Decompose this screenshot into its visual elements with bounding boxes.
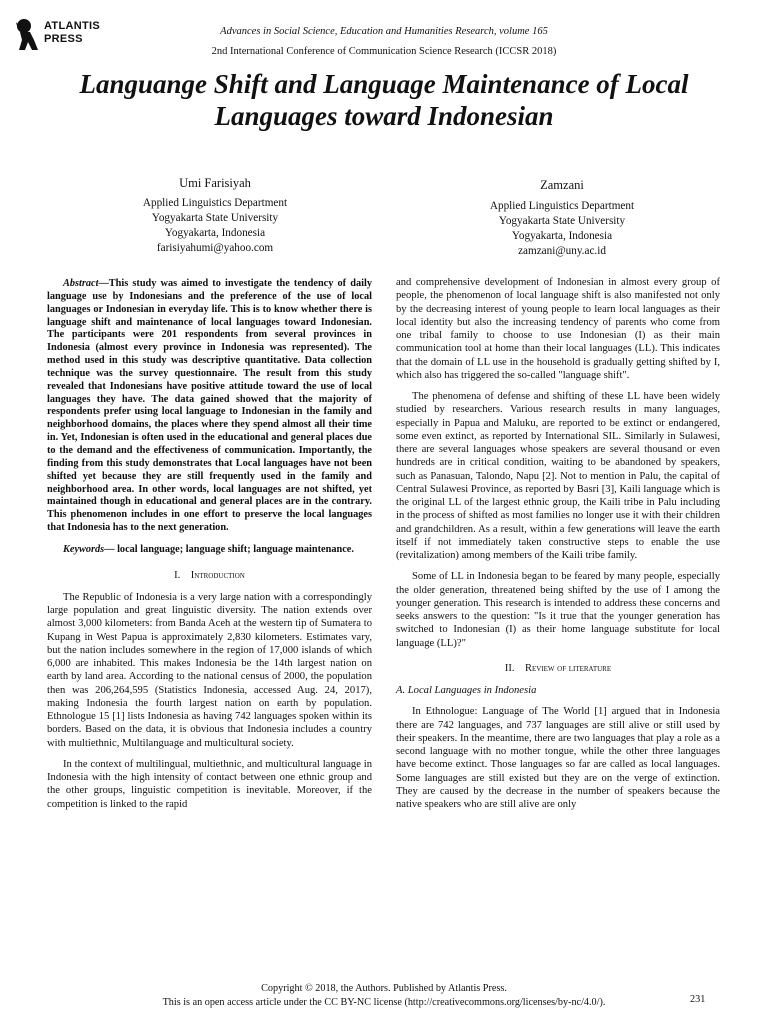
page-footer [0, 982, 768, 1009]
author-block-2 [447, 176, 677, 259]
keywords-label: Keywords— [63, 543, 115, 555]
keywords-text: local language; language shift; language maintenance. [114, 543, 354, 555]
paragraph: In the context of multilingual, multiethnic, and multicultural language in Indonesia with the high intensity of contact between one ethnic group and the other groups, linguistic competition is inevitable. Moreover, if the competition is linked to the rapid [47, 758, 372, 810]
page-number: 231 [690, 994, 706, 1005]
author-university: Yogyakarta State University [498, 215, 626, 227]
abstract-label: Abstract [63, 278, 99, 289]
author-university: Yogyakarta State University [151, 212, 279, 224]
keywords [47, 544, 372, 557]
author-location: Yogyakarta, Indonesia [511, 230, 613, 242]
right-column [396, 276, 720, 811]
conference-header: 2nd International Conference of Communication Science Research (ICCSR 2018) [211, 46, 557, 57]
author-email[interactable]: farisiyahumi@yahoo.com [156, 242, 274, 254]
paragraph: The Republic of Indonesia is a very large nation with a correspondingly large population and great linguistic diversity. The nation extends over almost 3,000 kilometers: from Banda Aceh at the western tip of Sumatera to Kupang in West Papua is approximately 2,830 kilometers. Estimates vary, but the nation includes somewhere in the region of 17,000 islands of which 6,000 are inhabited. This makes Indonesia be the 14th largest nation on earth by land area. According to the national census of 2000, the population then was 206,264,595 (Statistics Indonesia, accessed Aug. 24, 2017), making Indonesia the fourth largest nation on earth by population. Ethnologue 15 [1] lists Indonesia as having 742 languages spoken within its borders. Based on the data, it is obvious that Indonesia includes a country with multiethnic, Multilanguage and multicultural society. [47, 591, 372, 749]
paragraph: The phenomena of defense and shifting of these LL have been widely studied by researchers. Various research results in many languages, especially in Papua and Maluku, are reported to be extinct or endangered, some even extinct, as reported by International SIL. Similarly in Sulawesi, there are several languages whose speakers are several thousand or even hundreds are in critical condition, waiting to be abandoned by speakers, such as Panasuan, Talondo, Napu [2]. Not to mention in Palu, the capital of Central Sulawesi Province, as reported by Basri [3], Kaili language which is the original LL of the largest ethnic group, the Kaili tribe in Palu including in the process of shifted as most families no longer use it with their children and grandchildren. As a result, within a few generations will leave the earth itself if not immediately taken constructive steps to enable the use (revitalization) among members of the Kaili tribe family. [396, 391, 720, 561]
license-line[interactable]: This is an open access article under the CC BY-NC license (http://creativecommons.org/licenses/by-nc/4.0/). [162, 996, 606, 1008]
author-department: Applied Linguistics Department [142, 197, 288, 209]
journal-header: Advances in Social Science, Education and Humanities Research, volume 165 [220, 26, 548, 37]
author-department: Applied Linguistics Department [489, 200, 635, 212]
paper-title: Languange Shift and Language Maintenance of Local Languages toward Indonesian [79, 69, 689, 131]
author-location: Yogyakarta, Indonesia [164, 227, 266, 239]
left-column [47, 278, 372, 811]
paragraph: Some of LL in Indonesia began to be feared by many people, especially the older generation, threatened being shifted by the use of I among the younger generation. This research is intended to address these concerns and seeks answers to the question: "Is it true that the younger generation has switched to Indonesian (I) as their home language substitute for local language (LL)?" [396, 571, 720, 649]
copyright-line: Copyright © 2018, the Authors. Published by Atlantis Press. [261, 983, 507, 994]
section-heading-introduction: I. Introduction [174, 569, 245, 581]
author-email[interactable]: zamzani@uny.ac.id [518, 245, 606, 257]
abstract [47, 278, 372, 535]
author-block-1 [95, 176, 335, 256]
publisher-name: ATLANTIS PRESS [44, 20, 100, 45]
subsection-heading: A. Local Languages in Indonesia [396, 685, 537, 696]
author-name: Umi Farisiyah [179, 176, 251, 190]
paragraph: In Ethnologue: Language of The World [1] argued that in Indonesia there are 742 languages, and 737 languages are still alive or still used by their speakers. In the meantime, there are two languages that play a role as a second language with no mother tongue, while the other three languages have become extinct. Those languages so far are called as local languages. Some languages are still existed but they are on the verge of extinction. They are caused by the decrease in the number of speakers because the native speakers who are still alive are only [396, 706, 720, 810]
abstract-text: —This study was aimed to investigate the tendency of daily language use by Indonesians and the preference of the use of local languages or Indonesian in everyday life. This is to know whether there is language shift and maintenance of local languages toward Indonesian. The participants were 201 respondents from several provinces in Indonesia (almost every province in Indonesia was represented). The method used in this study was descriptive quantitative. Data collection technique was the survey questionnaire. The result from this study revealed that Indonesians have positive attitude toward the use of local languages they have. The data gained showed that the majority of respondents prefer using local language to Indonesian in the family and neighborhood domains, the places where they spend almost all their time in. Yet, Indonesian is often used in the educational and general places due to the demand and the effectiveness of communication. Importantly, the finding from this study demonstrates that Local languages have not been shifted yet because they are still frequently used in the family and neighborhood area. In other words, local languages are not shifted, yet maintained though in educational and general places are in the contrary. This phenomenon includes in one effort to preserve the local languages that Indonesia has to the next generation. [47, 278, 372, 534]
author-name: Zamzani [540, 178, 584, 192]
section-heading-review: II. Review of literature [504, 662, 612, 674]
paragraph: and comprehensive development of Indonesian in almost every group of people, the phenomenon of local language shift is also manifested not only by the decreasing interest of young people to learn local languages as their local identity but also the increasing tendency of parents who come from one tribal family to choose to use Indonesian (I) as their main communication tool at home than their local languages (LL). This indicates that the domain of LL use in the household is gradually getting shifted by I, which also has triggered the so-called "language shift". [396, 277, 720, 381]
